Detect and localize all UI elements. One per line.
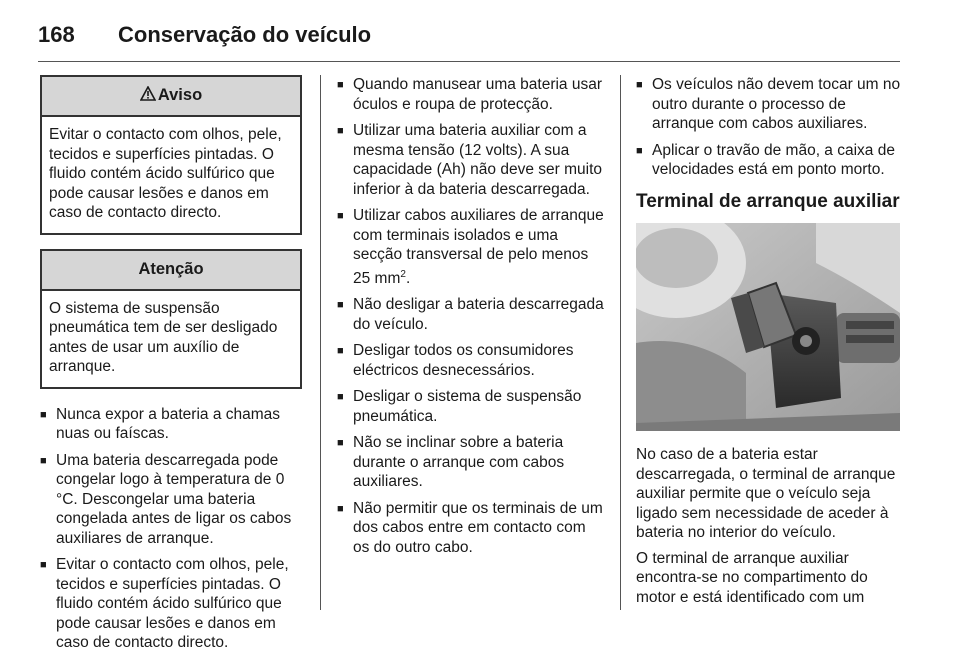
bullet-list <box>636 75 902 180</box>
page-number: 168 <box>38 22 75 47</box>
list-item-text: Utilizar cabos auxiliares de arranque com terminais isolados e uma secção transversal de pelo menos 25 mm <box>353 207 604 287</box>
header-rule <box>38 61 900 62</box>
bullet-list <box>337 75 605 557</box>
list-item: ■ Os veículos não devem tocar um no outro durante o processo de arranque com cabos auxiliares. <box>636 75 902 134</box>
column-divider <box>320 75 321 610</box>
attention-box-text: O sistema de suspensão pneumática tem de ser desligado antes de usar um auxílio de arranque. <box>49 299 278 375</box>
list-item: ■ Quando manusear uma bateria usar óculos e roupa de protecção. <box>337 75 605 114</box>
warning-box-title: Aviso <box>157 86 203 105</box>
warning-box <box>40 75 302 235</box>
section-title: Terminal de arranque auxiliar <box>636 190 900 212</box>
list-item: ■ Desligar todos os consumidores eléctricos desnecessários. <box>337 341 605 380</box>
list-item-end: . <box>405 269 411 287</box>
list-item: ■ Não desligar a bateria descarregada do veículo. <box>337 295 605 334</box>
column-1 <box>40 75 302 660</box>
list-item: ■ Nunca expor a bateria a chamas nuas ou faíscas. <box>40 405 302 444</box>
column-divider <box>620 75 621 610</box>
page-title: Conservação do veículo <box>118 22 372 47</box>
warning-box-text: Evitar o contacto com olhos, pele, tecidos e superfícies pintadas. O fluido contém ácido sulfúrico que pode causar lesões e danos em caso de contacto directo. <box>49 126 282 221</box>
warning-box-header <box>42 77 300 117</box>
paragraph: O terminal de arranque auxiliar encontra-se no compartimento do motor e está identificado com um <box>636 549 868 606</box>
list-item: ■ Não permitir que os terminais de um dos cabos entre em contacto com os do outro cabo. <box>337 499 605 558</box>
paragraph: No caso de a bateria estar descarregada, o terminal de arranque auxiliar permite que o veículo seja ligado sem necessidade de aceder à bateria no interior do veículo. <box>636 446 896 541</box>
superscript: 2 <box>400 268 406 280</box>
list-item: ■ Não se inclinar sobre a bateria durante o arranque com cabos auxiliares. <box>337 433 605 492</box>
warning-triangle-icon <box>140 86 156 107</box>
list-item: ■ Uma bateria descarregada pode congelar logo à temperatura de 0 °C. Descongelar uma bateria congelada antes de ligar os cabos auxiliares de arranque. <box>40 451 302 549</box>
attention-box-title: Atenção <box>42 251 300 291</box>
column-3 <box>636 75 902 613</box>
column-2 <box>337 75 605 564</box>
list-item: ■ Evitar o contacto com olhos, pele, tecidos e superfícies pintadas. O fluido contém ácido sulfúrico que pode causar lesões e danos em caso de contacto directo. <box>40 555 302 653</box>
list-item: ■ Utilizar uma bateria auxiliar com a mesma tensão (12 volts). A sua capacidade (Ah) não deve ser muito inferior à da bateria descarregada. <box>337 121 605 199</box>
list-item: ■ Desligar o sistema de suspensão pneumática. <box>337 387 605 426</box>
attention-box <box>40 249 302 389</box>
bullet-list <box>40 405 302 653</box>
jump-start-terminal-photo <box>636 223 900 431</box>
list-item <box>337 206 605 288</box>
page-header <box>38 18 371 52</box>
list-item: ■ Aplicar o travão de mão, a caixa de velocidades está em ponto morto. <box>636 141 902 180</box>
